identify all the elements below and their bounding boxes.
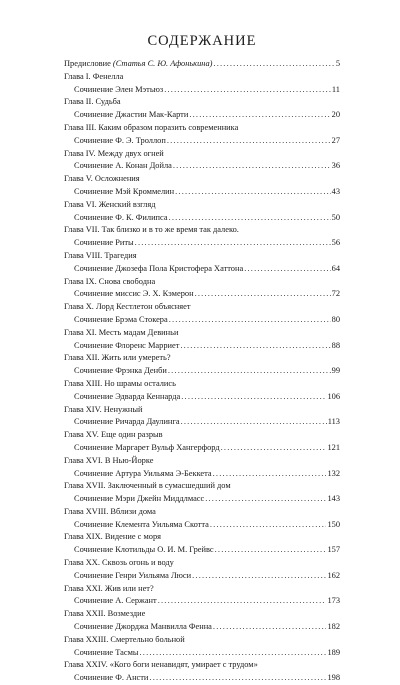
toc-author-line[interactable]	[64, 442, 340, 455]
toc-author-name: Сочинение Фрэнка Денби	[74, 366, 167, 376]
toc-page-number: 72	[331, 289, 340, 299]
dot-leader	[158, 595, 327, 608]
toc-chapter-line	[64, 455, 340, 468]
toc-author-line[interactable]	[64, 391, 340, 404]
toc-chapter-line	[64, 173, 340, 186]
toc-author-name: Сочинение Генри Уильяма Люси	[74, 570, 192, 580]
toc-author-line[interactable]	[64, 186, 340, 199]
toc-chapter-title: Глава XIII. Но шрамы остались	[64, 378, 176, 388]
toc-author-name: Сочинение Джозефа Пола Кристофера Хаттона	[74, 263, 244, 273]
toc-author-name: Сочинение миссис Э. Х. Кэмерон	[74, 289, 194, 299]
toc-chapter-title: Глава XXI. Жив или нет?	[64, 583, 154, 593]
toc-chapter-title: Глава IV. Между двух огней	[64, 148, 164, 158]
toc-author-line[interactable]	[64, 468, 340, 481]
toc-author-name: Сочинение Ф. К. Филипса	[74, 212, 168, 222]
toc-page-number: 20	[331, 110, 340, 120]
dot-leader	[181, 391, 326, 404]
toc-chapter-line	[64, 506, 340, 519]
toc-chapter-line	[64, 531, 340, 544]
toc-author-name: Сочинение Ф. Ансти	[74, 673, 149, 683]
toc-page-number: 50	[331, 212, 340, 222]
toc-author-line[interactable]	[64, 365, 340, 378]
toc-author-name: Сочинение Артура Уильяма Э-Беккета	[74, 468, 212, 478]
toc-chapter-title: Глава XIV. Ненужный	[64, 404, 143, 414]
toc-chapter-line	[64, 327, 340, 340]
toc-author-line[interactable]	[64, 160, 340, 173]
dot-leader	[210, 519, 327, 532]
dot-leader	[180, 340, 330, 353]
toc-chapter-title: Глава XV. Еще один разрыв	[64, 430, 163, 440]
toc-preface-line[interactable]	[64, 58, 340, 71]
toc-page-number: 106	[327, 391, 340, 401]
toc-chapter-title: Глава II. Судьба	[64, 97, 121, 107]
toc-author-name: Сочинение Риты	[74, 238, 134, 248]
dot-leader	[215, 544, 327, 557]
toc-author-line[interactable]	[64, 595, 340, 608]
toc-author-line[interactable]	[64, 647, 340, 660]
page-title: СОДЕРЖАНИЕ	[147, 33, 257, 49]
toc-chapter-title: Глава XIX. Видение с моря	[64, 532, 161, 542]
dot-leader	[213, 621, 327, 634]
dot-leader	[149, 672, 326, 685]
dot-leader	[213, 58, 334, 71]
toc-author-name: Сочинение Брэма Стокера	[74, 314, 168, 324]
toc-chapter-line	[64, 199, 340, 212]
toc-author-line[interactable]	[64, 672, 340, 685]
toc-author-name: Сочинение Маргарет Вульф Хангерфорд	[74, 442, 220, 452]
toc-author-name: Сочинение Мэри Джейн Миддлмасс	[74, 494, 205, 504]
toc-chapter-line	[64, 404, 340, 417]
toc-page-number: 132	[327, 468, 340, 478]
toc-chapter-line	[64, 557, 340, 570]
toc-chapter-line	[64, 96, 340, 109]
toc-author-name: Сочинение Мэй Кроммелин	[74, 186, 175, 196]
toc-chapter-line	[64, 352, 340, 365]
dot-leader	[168, 365, 331, 378]
toc-author-name: Сочинение А. Сержант	[74, 596, 157, 606]
dot-leader	[189, 109, 330, 122]
toc-chapter-title: Глава VIII. Трагедия	[64, 250, 137, 260]
toc-page-number: 157	[327, 545, 340, 555]
toc-chapter-line	[64, 480, 340, 493]
toc-author-name: Сочинение Эдварда Кеннарда	[74, 391, 181, 401]
toc-chapter-title: Глава XVII. Заключенный в сумасшедший дом	[64, 481, 231, 491]
toc-author-line[interactable]	[64, 135, 340, 148]
toc-page-number: 162	[327, 570, 340, 580]
toc-page-number: 182	[327, 622, 340, 632]
toc-author-line[interactable]	[64, 212, 340, 225]
dot-leader	[205, 493, 326, 506]
toc-author-name: Сочинение А. Конан Дойла	[74, 161, 172, 171]
dot-leader	[164, 84, 331, 97]
dot-leader	[169, 314, 331, 327]
toc-page-number: 121	[327, 442, 340, 452]
toc-chapter-title: Глава III. Каким образом поразить современника	[64, 122, 239, 132]
toc-chapter-title: Глава XXIV. «Кого боги ненавидят, умирает с трудом»	[64, 660, 258, 670]
dot-leader	[140, 647, 327, 660]
toc-page-number: 143	[327, 494, 340, 504]
toc-page-number: 27	[331, 135, 340, 145]
toc-page-number: 64	[331, 263, 340, 273]
toc-preface-label: Предисловие (Статья С. Ю. Афонькина)	[64, 59, 213, 68]
dot-leader	[173, 160, 331, 173]
toc-author-line[interactable]	[64, 544, 340, 557]
toc-author-line[interactable]	[64, 263, 340, 276]
toc-chapter-title: Глава I. Фенелла	[64, 71, 124, 81]
toc-author-line[interactable]	[64, 416, 340, 429]
toc-chapter-title: Глава XVI. В Нью-Йорке	[64, 455, 154, 465]
dot-leader	[213, 468, 327, 481]
toc-author-line[interactable]	[64, 621, 340, 634]
toc-preface-sublabel: (Статья С. Ю. Афонькина)	[112, 59, 213, 68]
toc-chapter-title: Глава XII. Жить или умереть?	[64, 353, 171, 363]
toc-author-name: Сочинение Флоренс Марриет	[74, 340, 180, 350]
toc-author-line[interactable]	[64, 519, 340, 532]
toc-author-line[interactable]	[64, 570, 340, 583]
dot-leader	[221, 442, 327, 455]
toc-chapter-line	[64, 583, 340, 596]
toc-author-line[interactable]	[64, 493, 340, 506]
toc-author-line[interactable]	[64, 237, 340, 250]
toc-page-number: 173	[327, 596, 340, 606]
toc-author-name: Сочинение Элен Мэтьюз	[74, 84, 164, 94]
toc-chapter-title: Глава XXIII. Смертельно больной	[64, 634, 185, 644]
toc-page-number: 198	[327, 673, 340, 683]
toc-chapter-title: Глава V. Осложнения	[64, 174, 140, 184]
toc-chapter-line	[64, 378, 340, 391]
toc-chapter-line	[64, 276, 340, 289]
toc-chapter-title: Глава VII. Так близко и в то же время так далеко.	[64, 225, 239, 235]
toc-chapter-line	[64, 429, 340, 442]
dot-leader	[167, 135, 331, 148]
toc-chapter-line	[64, 659, 340, 672]
toc-chapter-title: Глава XVIII. Вблизи дома	[64, 506, 156, 516]
toc-chapter-line	[64, 148, 340, 161]
dot-leader	[135, 237, 331, 250]
dot-leader	[195, 288, 331, 301]
toc-chapter-line	[64, 224, 340, 237]
toc-page-number: 88	[331, 340, 340, 350]
dot-leader	[192, 570, 326, 583]
toc-author-name: Сочинение Клотильды О. И. М. Грейвс	[74, 545, 214, 555]
toc-page-number: 99	[331, 366, 340, 376]
toc-author-name: Сочинение Джастин Мак-Карти	[74, 110, 189, 120]
toc-author-name: Сочинение Клемента Уильяма Скотта	[74, 519, 209, 529]
dot-leader	[244, 263, 330, 276]
toc-author-name: Сочинение Ф. Э. Троллоп	[74, 135, 166, 145]
toc-page-number: 11	[331, 84, 340, 94]
toc-chapter-line	[64, 301, 340, 314]
toc-chapter-line	[64, 71, 340, 84]
toc-chapter-title: Глава XI. Месть мадам Девиньи	[64, 327, 179, 337]
dot-leader	[181, 416, 327, 429]
toc-page-number: 113	[327, 417, 340, 427]
toc-page-number: 150	[327, 519, 340, 529]
toc-author-line[interactable]	[64, 288, 340, 301]
toc-chapter-line	[64, 634, 340, 647]
table-of-contents	[64, 58, 340, 685]
toc-author-name: Сочинение Джорджа Манвилла Фенна	[74, 622, 212, 632]
toc-author-line[interactable]	[64, 109, 340, 122]
toc-page-number: 36	[331, 161, 340, 171]
toc-author-line[interactable]	[64, 340, 340, 353]
toc-page-number: 189	[327, 647, 340, 657]
toc-author-name: Сочинение Ричарда Даулинга	[74, 417, 180, 427]
toc-chapter-line	[64, 250, 340, 263]
toc-chapter-title: Глава XXII. Возмездие	[64, 609, 146, 619]
toc-chapter-title: Глава X. Лорд Кестлетон объясняет	[64, 302, 191, 312]
dot-leader	[169, 212, 331, 225]
toc-page-number: 5	[335, 59, 340, 68]
toc-author-name: Сочинение Тасмы	[74, 647, 139, 657]
toc-page-number: 56	[331, 238, 340, 248]
toc-page-number: 43	[331, 186, 340, 196]
toc-chapter-line	[64, 122, 340, 135]
toc-chapter-title: Глава IX. Снова свободна	[64, 276, 156, 286]
toc-chapter-title: Глава XX. Сквозь огонь и воду	[64, 558, 174, 568]
toc-author-line[interactable]	[64, 84, 340, 97]
dot-leader	[175, 186, 331, 199]
toc-page-number: 80	[331, 314, 340, 324]
toc-author-line[interactable]	[64, 314, 340, 327]
toc-chapter-line	[64, 608, 340, 621]
toc-chapter-title: Глава VI. Женский взгляд	[64, 199, 156, 209]
